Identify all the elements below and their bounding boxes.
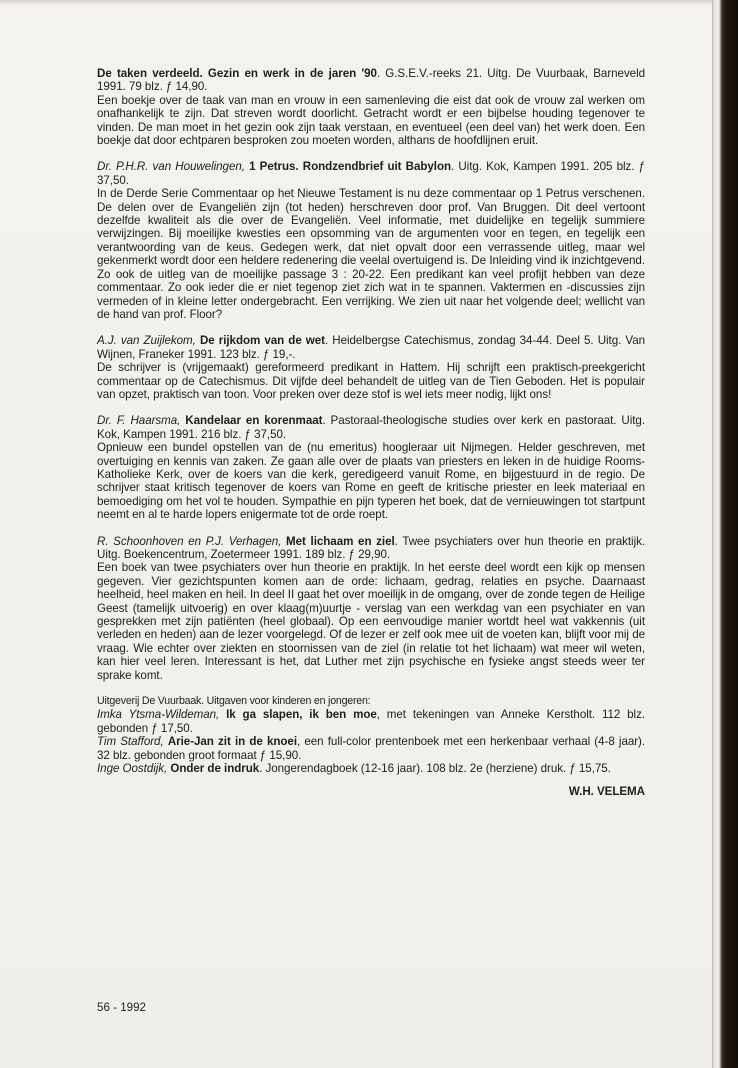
- review-meta: . Pastoraal-theologische studies over kerk en pastoraat. Uitg. Kok, Kampen 1991. 216 blz. ƒ 37,50.: [97, 414, 645, 441]
- review-author: Dr. P.H.R. van Houwelingen,: [97, 160, 245, 174]
- review-body: In de Derde Serie Commentaar op het Nieuwe Testament is nu deze commentaar op 1 Petrus verschenen. De delen over de Evangeliën zijn (tot heden) herschreven door prof. Van Bruggen. Dit deel vertoont dezelfde kwaliteit als die over de Evangeliën. Veel informatie, met duidelijke en tegelijk summiere verwijzingen. Bij moeilijke kwesties een opsomming van de argumenten voor en tegen, en tegelijk een verantwoording van de keus. Gedegen werk, dat niet opvalt door een verrassende uitleg, maar wel gekenmerkt wordt door een heldere redenering die veelal overtuigend is. De Inleiding vind ik inzichtgevend. Zo ook de uitleg van de moeilijke passage 3 : 20-22. Een predikant kan veel profijt hebben van deze commentaar. Zo ook ieder die er niet tegenop ziet zich wat in te spannen. Vaktermen en -discussies zijn vermeden of in kleine letter ondergebracht. Een verrijking. We zien uit naar het volgende deel; wellicht van de hand van prof. Floor?: [97, 187, 645, 321]
- review-entry-5: [97, 535, 645, 682]
- review-body: Opnieuw een bundel opstellen van de (nu emeritus) hoogleraar uit Nijmegen. Helder geschreven, met overtuiging en kennis van zaken. Ze gaan alle over de plaats van priesters en leken in de huidige Rooms-Katholieke Kerk, over de koers van die kerk, geredigeerd vanuit Rome, en bijgestuurd in de regio. De schrijver staat kritisch tegenover de koers van Rome en geeft de kritische priester en leek materiaal en bemoediging om het vol te houden. Sympathie en pijn typeren het boek, dat de vernieuwingen tot startpunt neemt en al te harde lopers enigermate tot de orde roept.: [97, 441, 645, 522]
- review-meta: . Uitg. Kok, Kampen 1991. 205 blz. ƒ 37,50.: [97, 160, 646, 187]
- review-body: De schrijver is (vrijgemaakt) gereformeerd predikant in Hattem. Hij schrijft een praktisch-preekgericht commentaar op de Catechismus. Dit vijfde deel behandelt de uitleg van de Tien Geboden. Het is populair van opzet, praktisch van toon. Voor preken over deze stof is wel iets meer nodig, lijkt ons!: [97, 361, 645, 401]
- review-meta: . G.S.E.V.-reeks 21. Uitg. De Vuurbaak, Barneveld 1991. 79 blz. ƒ 14,90.: [97, 67, 646, 94]
- review-paragraph: [97, 414, 645, 521]
- kids-book-author: Inge Oostdijk,: [97, 762, 168, 776]
- review-title: De taken verdeeld. Gezin en werk in de jaren '90: [97, 67, 377, 80]
- review-entry-3: [97, 334, 645, 401]
- kids-book-author: Imka Ytsma-Wildeman,: [97, 708, 220, 722]
- kids-book-item: [97, 708, 645, 735]
- kids-book-item: [97, 762, 645, 775]
- review-title: Met lichaam en ziel: [286, 534, 395, 548]
- review-author: A.J. van Zuijlekom,: [97, 334, 196, 348]
- page-top-shadow: [0, 0, 712, 6]
- review-paragraph: [97, 160, 645, 321]
- review-entry-1: [97, 67, 645, 147]
- review-paragraph: [97, 334, 645, 401]
- book-spine-edge: [712, 0, 738, 1068]
- review-title: 1 Petrus. Rondzendbrief uit Babylon: [249, 160, 452, 174]
- review-meta: . Twee psychiaters over hun theorie en praktijk. Uitg. Boekencentrum, Zoetermeer 1991. 189 blz. ƒ 29,90.: [97, 534, 646, 561]
- review-title: De rijkdom van de wet: [199, 334, 325, 348]
- review-author: R. Schoonhoven en P.J. Verhagen,: [97, 534, 282, 548]
- kids-section-heading: Uitgeverij De Vuurbaak. Uitgaven voor kinderen en jongeren:: [97, 695, 371, 708]
- kids-books-section: [97, 695, 645, 798]
- review-entry-4: [97, 414, 645, 521]
- kids-book-item: [97, 735, 645, 762]
- kids-book-meta: . Jongerendagboek (12-16 jaar). 108 blz. 2e (herziene) druk. ƒ 15,75.: [259, 762, 611, 776]
- kids-book-title: Arie-Jan zit in de knoei: [167, 735, 297, 749]
- kids-book-author: Tim Stafford,: [97, 735, 164, 749]
- review-paragraph: [97, 535, 645, 682]
- review-column: [97, 67, 645, 811]
- kids-book-meta: , een full-color prentenboek met een herkenbaar verhaal (4-8 jaar). 32 blz. gebonden groot formaat ƒ 15,90.: [97, 735, 646, 762]
- reviewer-signature: W.H. VELEMA: [568, 784, 645, 798]
- kids-book-meta: , met tekeningen van Anneke Kerstholt. 112 blz. gebonden ƒ 17,50.: [97, 708, 645, 735]
- review-author: Dr. F. Haarsma,: [97, 414, 181, 428]
- review-meta: . Heidelbergse Catechismus, zondag 34-44. Deel 5. Uitg. Van Wijnen, Franeker 1991. 123 blz. ƒ 19,-.: [97, 334, 645, 361]
- review-entry-2: [97, 160, 645, 321]
- review-paragraph: [97, 67, 645, 147]
- review-body: Een boek van twee psychiaters over hun theorie en praktijk. In het eerste deel wordt een kijk op mensen gegeven. Vier gezichtspunten komen aan de orde: lichaam, gedrag, relaties en psyche. Daarnaast heelheid, heel maken en heil. In deel II gaat het over moeilijk in de omgang, over de zonde tegen de Heilige Geest (tamelijk uitvoerig) en over klaag(m)uurtje - verslag van een werkdag van een psychiater en van gesprekken met zijn patiënten (heel globaal). Op een eenvoudige manier wortdt heel wat vakkennis (uit verleden en heden) aan de lezer voorgelegd. Of de lezer er zelf ook mee uit de voeten kan, blijft voor mij de vraag. Wie echter over ziekten en stoornissen van de ziel (in relatie tot het lichaam) wat meer wil weten, kan hier veel leren. Interessant is het, dat Luther met zijn psychische en fysieke angst steeds weer ter sprake komt.: [97, 561, 645, 682]
- kids-book-title: Ik ga slapen, ik ben moe: [226, 708, 377, 722]
- review-title: Kandelaar en korenmaat: [185, 414, 323, 428]
- review-body: Een boekje over de taak van man en vrouw in een samenleving die eist dat ook de vrouw zal werken om onafhankelijk te zijn. Dat streven wordt doorlicht. Getracht wordt er een bijbelse houding tegenover te vinden. De man moet in het gezin ook zijn taak verstaan, en eventueel (een deel van) het werk doen. Een boekje dat door echtparen besproken zou moeten worden, althans de hoofdlijnen eruit.: [97, 93, 645, 148]
- page-number: 56 - 1992: [97, 1001, 146, 1014]
- kids-book-title: Onder de indruk: [170, 762, 260, 776]
